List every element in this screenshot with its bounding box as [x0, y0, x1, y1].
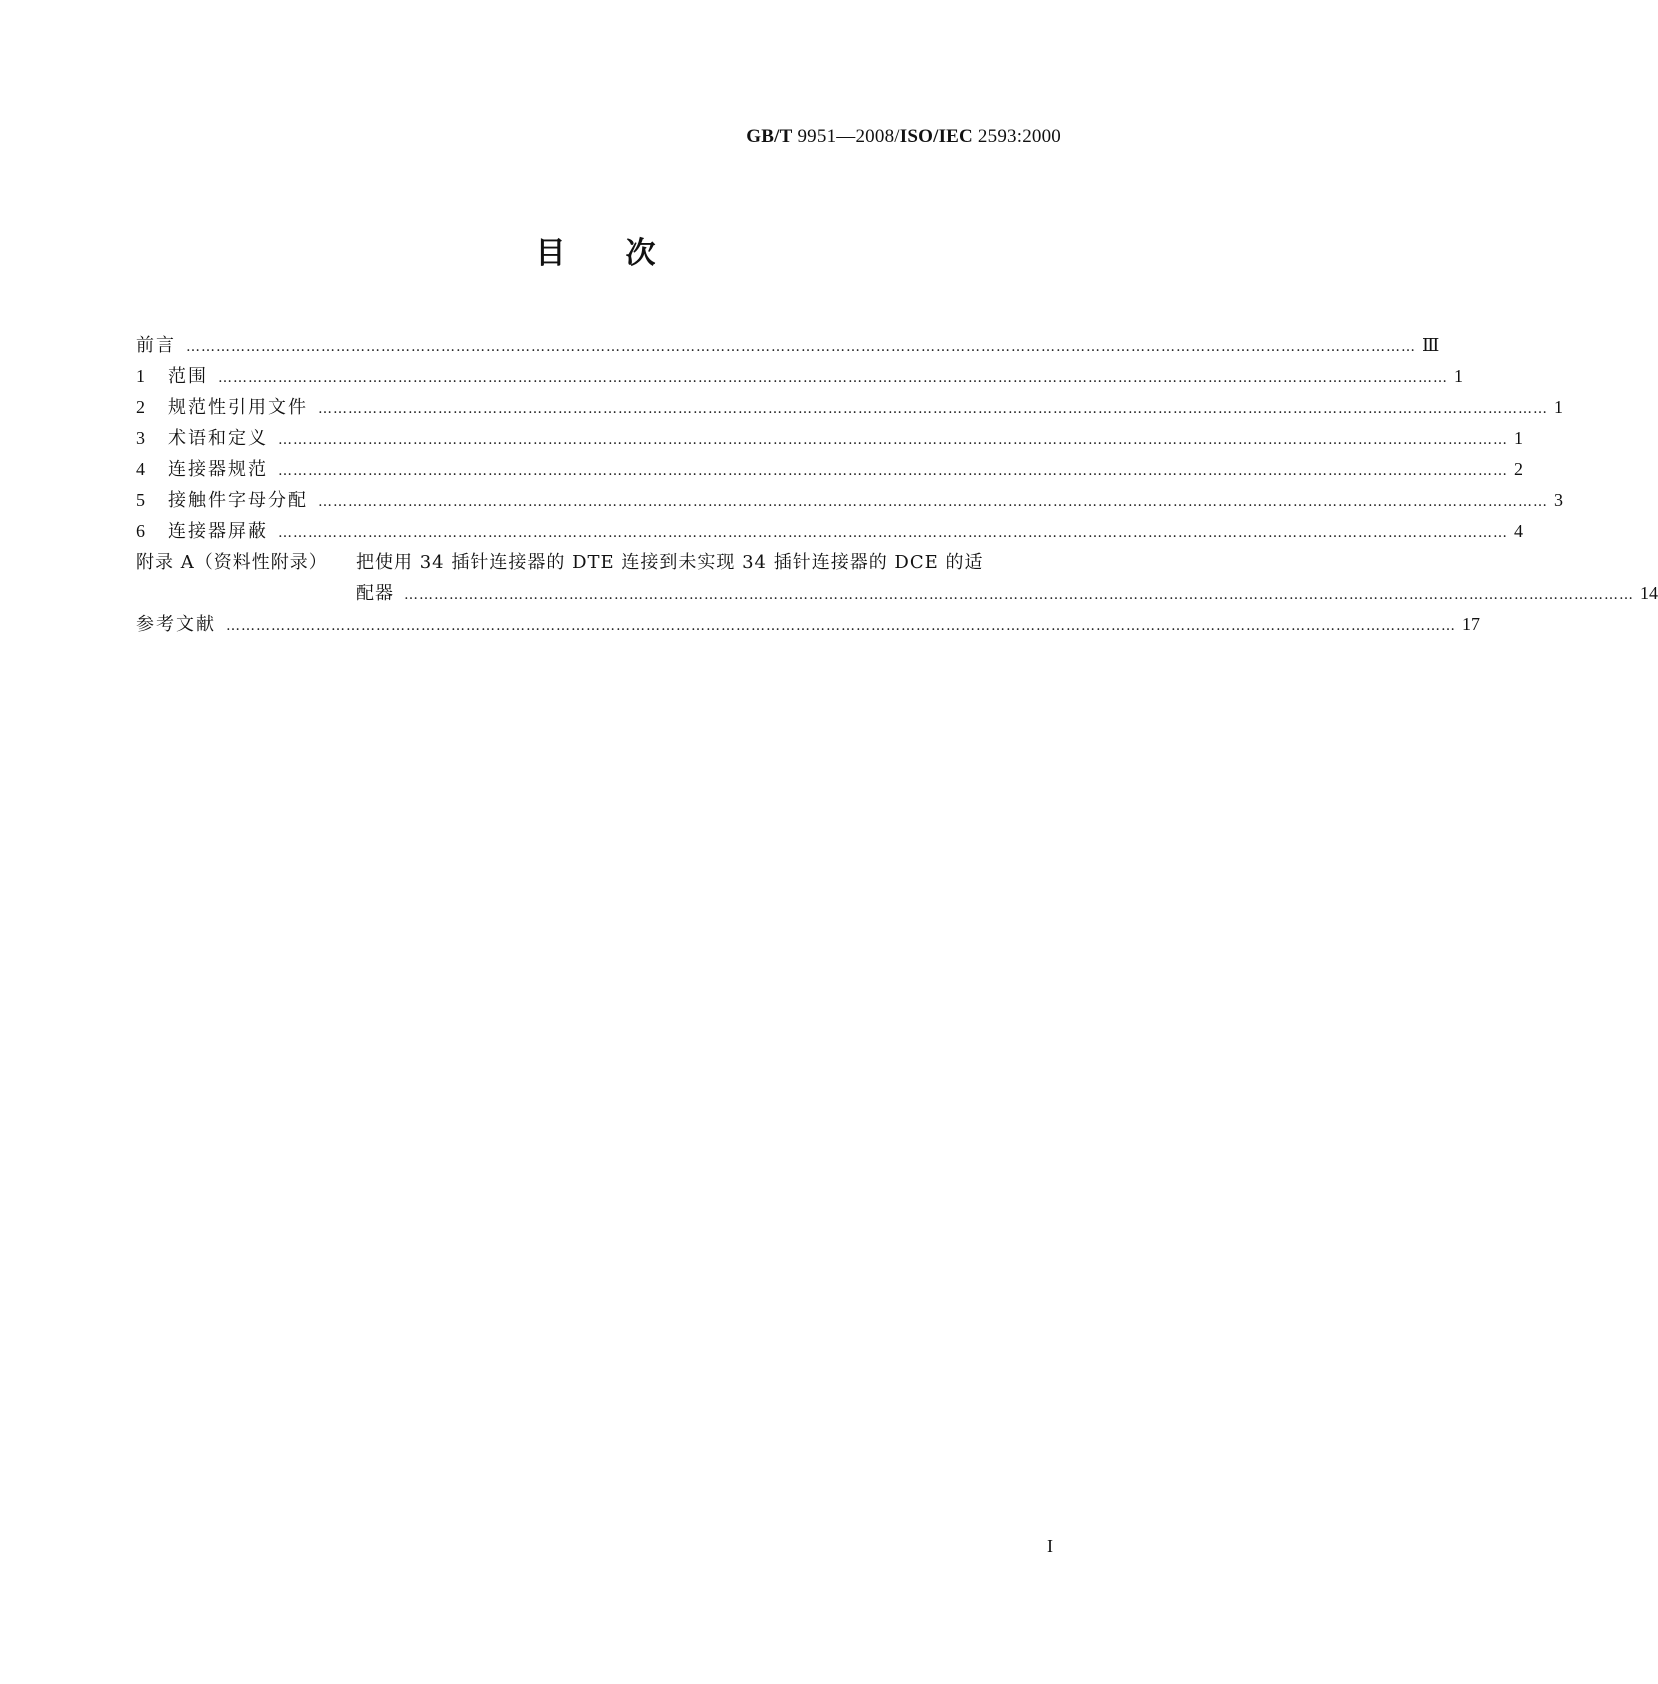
toc-leader-dots: [278, 518, 1508, 549]
toc-entry-5[interactable]: [136, 485, 1563, 516]
toc-entry-bibliography[interactable]: [136, 609, 1480, 640]
toc-entry-foreword[interactable]: [136, 330, 1440, 361]
toc-entry-number: 2: [136, 397, 145, 417]
page-title: 目次: [535, 236, 716, 271]
toc-entry-label: 术语和定义: [168, 428, 268, 449]
toc-entry-1[interactable]: [136, 361, 1463, 392]
toc-entry-label: 参考文献: [136, 614, 216, 635]
toc-leader-dots: [278, 425, 1508, 456]
iso-prefix: ISO/IEC: [899, 126, 973, 147]
toc-entry-label: 配器: [356, 583, 394, 604]
toc-leader-dots: [404, 580, 1634, 611]
toc-entry-page: Ⅲ: [1422, 335, 1440, 355]
standard-number-header: [746, 126, 1061, 148]
toc-entry-4[interactable]: [136, 454, 1523, 485]
toc-leader-dots: [226, 611, 1456, 642]
toc-entry-page: 17: [1462, 614, 1480, 634]
iso-code: 2593:2000: [972, 126, 1061, 147]
table-of-contents: [136, 330, 1658, 640]
toc-leader-dots: [218, 363, 1448, 394]
toc-entry-number: 5: [136, 490, 145, 510]
toc-entry-label: 范围: [168, 366, 208, 387]
toc-entry-label: 连接器规范: [168, 459, 268, 480]
toc-entry-page: 4: [1514, 521, 1523, 541]
toc-entry-2[interactable]: [136, 392, 1563, 423]
toc-entry-page: 1: [1454, 366, 1463, 386]
toc-entry-label: 接触件字母分配: [168, 490, 308, 511]
toc-entry-number: 6: [136, 521, 145, 541]
toc-leader-dots: [318, 487, 1548, 518]
toc-entry-page: 2: [1514, 459, 1523, 479]
toc-entry-number: 4: [136, 459, 145, 479]
annex-id: 附录 A（资料性附录）: [136, 552, 328, 573]
toc-leader-dots: [318, 394, 1548, 425]
toc-entry-label: 规范性引用文件: [168, 397, 308, 418]
toc-entry-label: 前言: [136, 335, 176, 356]
toc-entry-page: 1: [1554, 397, 1563, 417]
toc-entry-6[interactable]: [136, 516, 1523, 547]
standard-prefix: GB/T: [746, 126, 793, 147]
toc-entry-label: 连接器屏蔽: [168, 521, 268, 542]
toc-leader-dots: [186, 332, 1416, 363]
toc-entry-page: 1: [1514, 428, 1523, 448]
page-number: I: [1047, 1536, 1053, 1556]
annex-title-block: [356, 547, 1658, 609]
toc-entry-number: 1: [136, 366, 145, 386]
toc-entry-3[interactable]: [136, 423, 1523, 454]
standard-code: 9951—2008/: [792, 126, 900, 147]
toc-entry-page: 14: [1640, 583, 1658, 603]
annex-title-line-2: [356, 578, 1658, 609]
toc-entry-number: 3: [136, 428, 145, 448]
toc-entry-annex-a[interactable]: [136, 547, 1658, 609]
toc-leader-dots: [278, 456, 1508, 487]
annex-title-line-1: 把使用 34 插针连接器的 DTE 连接到未实现 34 插针连接器的 DCE 的适: [356, 552, 984, 573]
toc-entry-page: 3: [1554, 490, 1563, 510]
